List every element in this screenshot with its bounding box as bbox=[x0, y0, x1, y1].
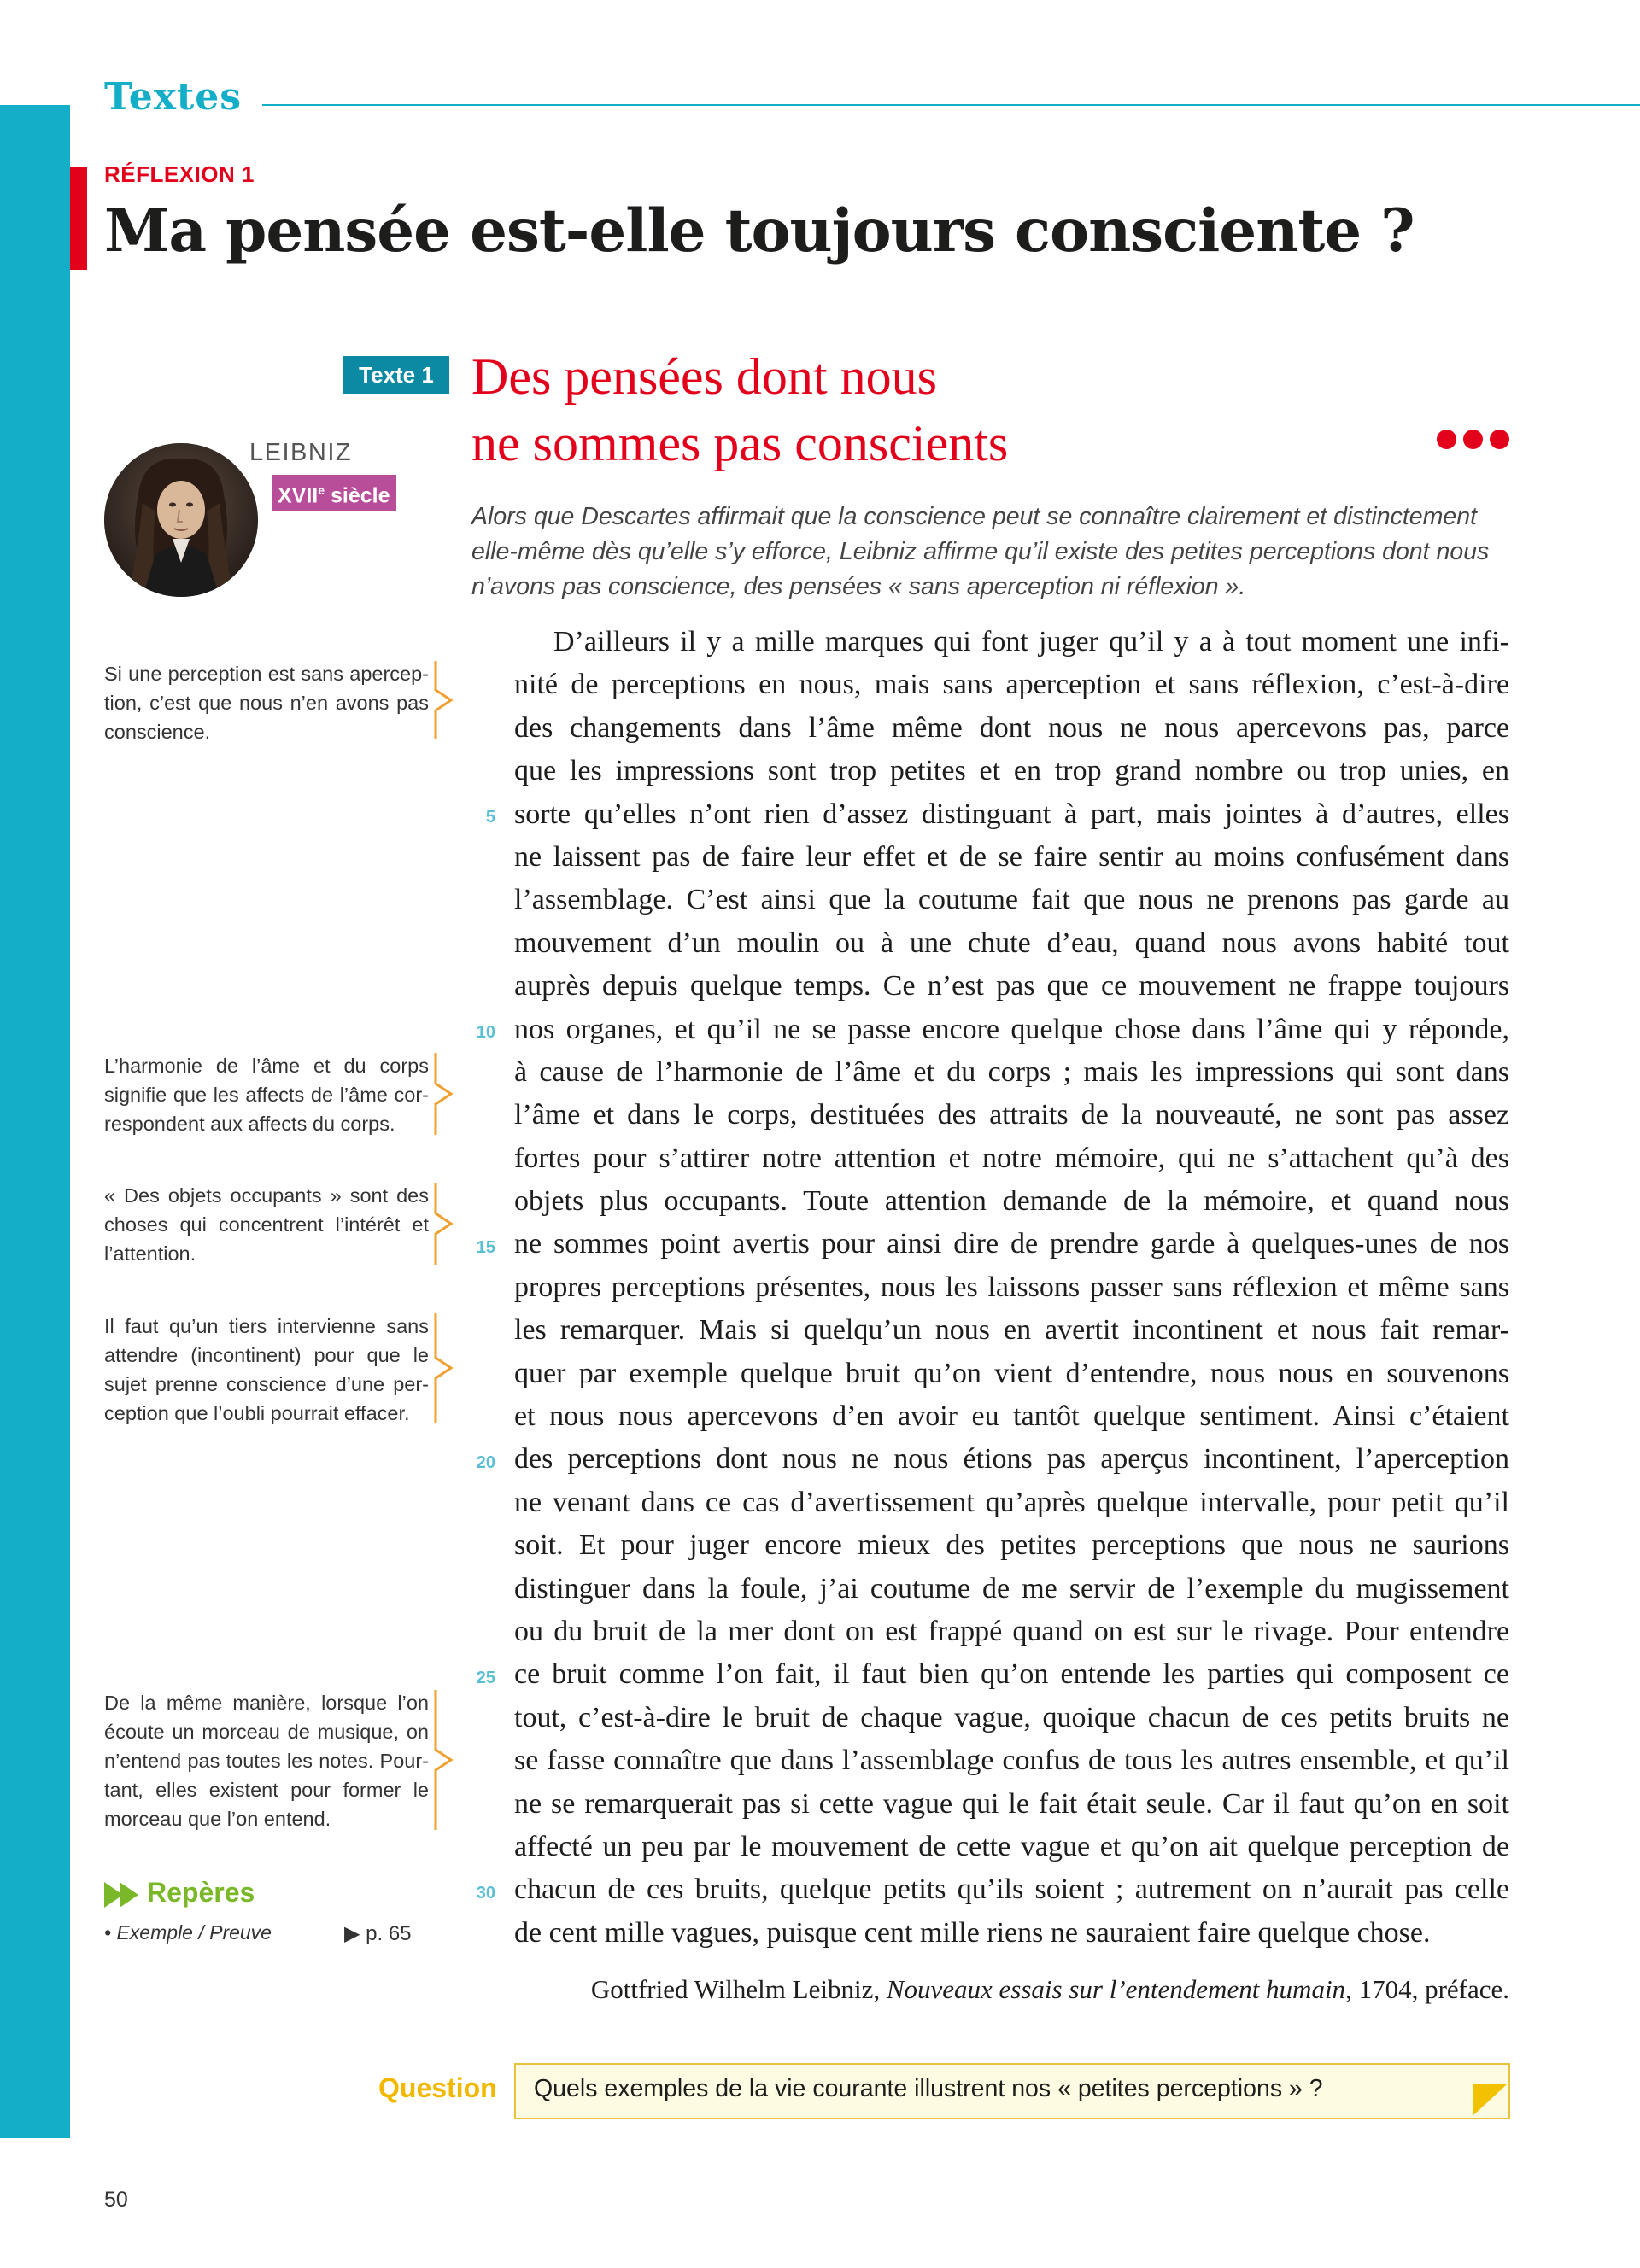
bracket-icon bbox=[432, 1051, 458, 1137]
author-name: LEIBNIZ bbox=[249, 439, 353, 466]
line-number: 15 bbox=[476, 1238, 495, 1257]
text-badge: Texte 1 bbox=[343, 356, 449, 394]
text-line: l’âme et dans le corps, destituées des attraits de la nouveauté, ne sont pas assez bbox=[514, 1099, 1509, 1131]
citation-author: Gottfried Wilhelm Leibniz, bbox=[590, 1974, 881, 2004]
title-red-mark bbox=[70, 167, 87, 270]
text-line: sorte qu’elles n’ont rien d’assez distinguant à part, mais jointes à d’autres, elles bbox=[514, 798, 1509, 830]
left-color-bar bbox=[0, 105, 70, 2138]
section-title: Textes bbox=[104, 75, 243, 119]
citation-rest: , 1704, préface. bbox=[1345, 1974, 1509, 2004]
margin-note: Si une perception est sans apercep-tion, c’est que nous n’en avons pas conscience. bbox=[104, 663, 429, 743]
folded-corner-icon bbox=[1473, 2084, 1507, 2116]
section-rule bbox=[262, 104, 1640, 106]
reperes-title: Repères bbox=[147, 1877, 255, 1908]
text-line: propres perceptions présentes, nous les laissons passer sans réflexion et même sans bbox=[514, 1271, 1509, 1303]
text-title bbox=[472, 343, 1008, 476]
reperes-item: • Exemple / Preuve bbox=[104, 1921, 272, 1944]
page-title: Ma pensée est-elle toujours consciente ? bbox=[104, 196, 1414, 266]
text-line: se fasse connaître que dans l’assemblage confus de tous les autres ensemble, et qu’il bbox=[514, 1745, 1509, 1777]
text-line: ne se remarquerait pas si cette vague qui le fait était seule. Car il faut qu’on en soit bbox=[514, 1787, 1509, 1820]
difficulty-dots bbox=[1437, 430, 1516, 453]
margin-note: L’harmonie de l’âme et du corps signifie que les affects de l’âme cor-respondent aux affects du corps. bbox=[104, 1055, 429, 1135]
text-line: ne sommes point avertis pour ainsi dire de prendre garde à quelques-unes de nos bbox=[514, 1228, 1509, 1260]
page-number: 50 bbox=[104, 2188, 128, 2212]
bracket-icon bbox=[432, 1181, 458, 1266]
text-title-line1: Des pensées dont nous bbox=[472, 348, 937, 405]
century-sup: e bbox=[318, 483, 325, 497]
text-line: mouvement d’un moulin ou à une chute d’eau, quand nous avons habité tout bbox=[514, 926, 1509, 959]
text-line: tout, c’est-à-dire le bruit de chaque vague, quoique chacun de ces petits bruits ne bbox=[514, 1701, 1509, 1733]
margin-note: « Des objets occupants » sont des choses qui concentrent l’intérêt et l’attention. bbox=[104, 1184, 429, 1265]
leibniz-portrait bbox=[104, 443, 258, 597]
text-line: distinguer dans la foule, j’ai coutume de me servir de l’exemple du mugissement bbox=[514, 1572, 1509, 1605]
century-badge bbox=[272, 475, 396, 511]
text-line: les remarquer. Mais si quelqu’un nous en avertit incontinent et nous fait remar- bbox=[514, 1314, 1509, 1347]
text-line: soit. Et pour juger encore mieux des petites perceptions que nous ne saurions bbox=[514, 1529, 1509, 1562]
text-title-line2: ne sommes pas conscients bbox=[472, 415, 1009, 471]
double-arrow-icon bbox=[104, 1882, 142, 1908]
text-line: auprès depuis quelque temps. Ce n’est pas que ce mouvement ne frappe toujours bbox=[514, 970, 1509, 1002]
text-line: nos organes, et qu’il ne se passe encore quelque chose dans l’âme qui y réponde, bbox=[514, 1013, 1509, 1045]
text-line: fortes pour s’attirer notre attention et notre mémoire, qui ne s’attachent qu’à des bbox=[514, 1142, 1509, 1174]
text-line: ne laissent pas de faire leur effet et de se faire sentir au moins confusément dans bbox=[514, 840, 1509, 873]
text-line: nité de perceptions en nous, mais sans aperception et sans réflexion, c’est-à-dire bbox=[514, 669, 1509, 701]
intro-paragraph: Alors que Descartes affirmait que la conscience peut se connaître clairement et distinctement elle-même dès qu’elle s’y efforce, Leibniz affirme qu’il existe des petites perceptions dont nous n’avons pas conscience, des pensées « sans aperception ni réflexion ». bbox=[472, 503, 1490, 600]
main-text bbox=[514, 621, 1509, 1955]
century-word: siècle bbox=[331, 483, 390, 508]
line-number: 20 bbox=[476, 1453, 495, 1472]
question-text: Quels exemples de la vie courante illustrent nos « petites perceptions » ? bbox=[534, 2075, 1323, 2102]
text-line: et nous nous apercevons d’en avoir eu tantôt quelque sentiment. Ainsi c’étaient bbox=[514, 1400, 1509, 1433]
text-line: l’assemblage. C’est ainsi que la coutume fait que nous ne prenons pas garde au bbox=[514, 884, 1509, 916]
question-label: Question bbox=[378, 2072, 497, 2103]
bracket-icon bbox=[432, 1688, 458, 1832]
text-line: à cause de l’harmonie de l’âme et du corps ; mais les impressions qui sont dans bbox=[514, 1055, 1509, 1088]
line-number: 10 bbox=[476, 1023, 495, 1042]
text-line: des changements dans l’âme même dont nous ne nous apercevons pas, parce bbox=[514, 711, 1509, 744]
triangle-right-icon: ▶ bbox=[344, 1922, 360, 1945]
text-line: affecté un peu par le mouvement de cette vague et qu’on ait quelque perception de bbox=[514, 1830, 1509, 1862]
text-line: D’ailleurs il y a mille marques qui font juger qu’il y a à tout moment une infi- bbox=[554, 626, 1509, 658]
difficulty-dot bbox=[1490, 430, 1509, 449]
bracket-icon bbox=[432, 659, 458, 741]
line-number: 25 bbox=[476, 1669, 495, 1687]
line-number: 5 bbox=[485, 808, 495, 827]
difficulty-dot bbox=[1437, 430, 1456, 449]
margin-note: Il faut qu’un tiers intervienne sans attendre (incontinent) pour que le sujet prenne conscience d’une per-ception que l’oubli pourrait effacer. bbox=[104, 1315, 429, 1424]
reperes-page-link[interactable] bbox=[344, 1921, 412, 1946]
text-line: de cent mille vagues, puisque cent mille riens ne sauraient faire quelque chose. bbox=[514, 1916, 1431, 1949]
text-line: objets plus occupants. Toute attention demande de la mémoire, et quand nous bbox=[514, 1185, 1509, 1218]
text-line: des perceptions dont nous ne nous étions pas aperçus incontinent, l’aperception bbox=[514, 1443, 1509, 1476]
citation-work: Nouveaux essais sur l’entendement humain bbox=[886, 1974, 1346, 2004]
text-line: chacun de ces bruits, quelque petits qu’ils soient ; autrement on n’aurait pas celle bbox=[514, 1873, 1509, 1906]
reperes-page-number: p. 65 bbox=[366, 1922, 412, 1945]
text-line: quer par exemple quelque bruit qu’on vient d’entendre, nous nous en souvenons bbox=[514, 1357, 1509, 1389]
text-line: ou du bruit de la mer dont on est frappé quand on est sur le rivage. Pour entendre bbox=[514, 1615, 1509, 1647]
line-number: 30 bbox=[476, 1884, 495, 1903]
text-line: ne venant dans ce cas d’avertissement qu’après quelque intervalle, pour petit qu’il bbox=[514, 1486, 1509, 1518]
text-line: que les impressions sont trop petites et en trop grand nombre ou trop unies, en bbox=[514, 755, 1509, 787]
difficulty-dot bbox=[1463, 430, 1483, 449]
citation bbox=[512, 1974, 1509, 2005]
century-roman: XVII bbox=[278, 483, 319, 508]
reflexion-label: RÉFLEXION 1 bbox=[104, 161, 255, 187]
text-line: ce bruit comme l’on fait, il faut bien qu’on entende les parties qui composent ce bbox=[514, 1658, 1509, 1691]
bracket-icon bbox=[432, 1312, 458, 1424]
margin-note: De la même manière, lorsque l’on écoute un morceau de musique, on n’entend pas toutes les notes. Pour-tant, elles existent pour former le morceau que l’on entend. bbox=[104, 1692, 429, 1830]
